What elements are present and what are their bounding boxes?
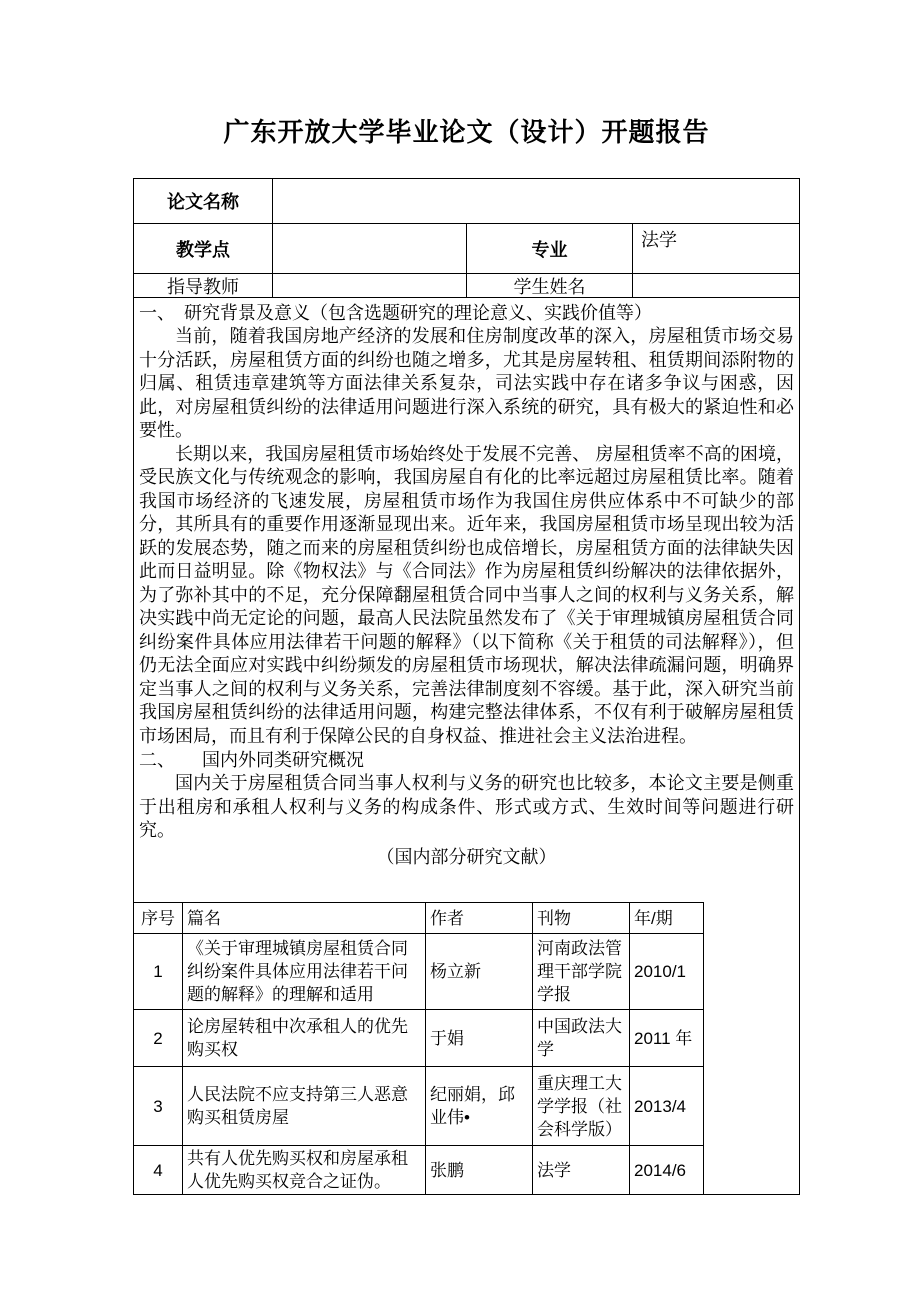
column-header-journal: 刊物	[533, 903, 630, 934]
literature-caption: （国内部分研究文献）	[376, 846, 557, 867]
teaching-point-major-row	[134, 224, 799, 274]
literature-table	[133, 902, 704, 1195]
cell-author: 于娟	[426, 1010, 533, 1067]
cell-title: 共有人优先购买权和房屋承租人优先购买权竞合之证伪。	[183, 1146, 426, 1195]
column-header-year: 年/期	[630, 903, 704, 934]
cell-author: 张鹏	[426, 1146, 533, 1195]
student-name-value[interactable]	[633, 274, 799, 297]
cell-title: 论房屋转租中次承租人的优先购买权	[183, 1010, 426, 1067]
cell-no: 2	[134, 1010, 183, 1067]
major-label: 专业	[467, 224, 633, 273]
advisor-value[interactable]	[273, 274, 467, 297]
table-row	[134, 1146, 704, 1195]
column-header-author: 作者	[426, 903, 533, 934]
cell-title: 《关于审理城镇房屋租赁合同纠纷案件具体应用法律若干问题的解释》的理解和适用	[183, 934, 426, 1010]
cell-author: 杨立新	[426, 934, 533, 1010]
cell-year: 2010/1	[630, 934, 704, 1010]
column-header-no: 序号	[134, 903, 183, 934]
section1-paragraph-2: 长期以来，我国房屋租赁市场始终处于发展不完善、 房屋租赁率不高的困境，受民族文化与传统观念的影响，我国房屋自有化的比率远超过房屋租赁比率。随着我国市场经济的飞速发展，房屋租赁市场作为我国住房供应体系中不可缺少的部分，其所具有的重要作用逐渐显现出来。近年来，我国房屋租赁市场呈现出较为活跃的发展态势，随之而来的房屋租赁纠纷也成倍增长，房屋租赁方面的法律缺失因此而日益明显。除《物权法》与《合同法》作为房屋租赁纠纷解决的法律依据外，为了弥补其中的不足，充分保障翻屋租赁合同中当事人之间的权利与义务关系，解决实践中尚无定论的问题，最高人民法院虽然发布了《关于审理城镇房屋租赁合同纠纷案件具体应用法律若干问题的解释》（以下简称《关于租赁的司法解释》），但仍无法全面应对实践中纠纷频发的房屋租赁市场现状，解决法律疏漏问题，明确界定当事人之间的权利与义务关系，完善法律制度刻不容缓。基于此，深入研究当前我国房屋租赁纠纷的法律适用问题，构建完整法律体系，不仅有利于破解房屋租赁市场困局，而且有利于保障公民的自身权益、推进社会主义法治进程。	[139, 443, 794, 746]
column-header-title: 篇名	[183, 903, 426, 934]
literature-table-header-row	[134, 903, 704, 934]
cell-journal: 中国政法大学	[533, 1010, 630, 1067]
cell-title: 人民法院不应支持第三人恶意购买租赁房屋	[183, 1067, 426, 1146]
content-cell	[134, 298, 799, 1194]
thesis-name-label: 论文名称	[134, 179, 273, 223]
teaching-point-value[interactable]	[273, 224, 467, 273]
content-row	[134, 298, 799, 1194]
section2-paragraph: 国内关于房屋租赁合同当事人权利与义务的研究也比较多，本论文主要是侧重于出租房和承租人权利与义务的构成条件、形式或方式、生效时间等问题进行研究。	[139, 773, 794, 840]
cell-journal: 重庆理工大学学报（社会科学版）	[533, 1067, 630, 1146]
table-row	[134, 934, 704, 1010]
advisor-label: 指导教师	[134, 274, 273, 297]
teaching-point-label: 教学点	[134, 224, 273, 273]
cell-year: 2013/4	[630, 1067, 704, 1146]
cell-journal: 河南政法管理干部学院学报	[533, 934, 630, 1010]
advisor-student-row	[134, 274, 799, 298]
cell-no: 4	[134, 1146, 183, 1195]
cell-no: 3	[134, 1067, 183, 1146]
major-value: 法学	[641, 230, 677, 250]
cell-journal: 法学	[533, 1146, 630, 1195]
cell-no: 1	[134, 934, 183, 1010]
student-name-label: 学生姓名	[467, 274, 633, 297]
thesis-name-value[interactable]	[273, 179, 799, 223]
cell-year: 2014/6	[630, 1146, 704, 1195]
info-table	[133, 178, 800, 1195]
section1-heading: 一、 研究背景及意义（包含选题研究的理论意义、实践价值等）	[139, 303, 652, 323]
thesis-name-row	[134, 179, 799, 224]
table-row	[134, 1010, 704, 1067]
section1-paragraph-1: 当前，随着我国房地产经济的发展和住房制度改革的深入，房屋租赁市场交易十分活跃，房屋租赁方面的纠纷也随之增多，尤其是房屋转租、租赁期间添附物的归属、租赁违章建筑等方面法律关系复杂，司法实践中存在诸多争议与困惑，因此，对房屋租赁纠纷的法律适用问题进行深入系统的研究，具有极大的紧迫性和必要性。	[139, 326, 794, 440]
section2-heading: 二、 国内外同类研究概况	[139, 750, 364, 770]
table-row	[134, 1067, 704, 1146]
cell-year: 2011 年	[630, 1010, 704, 1067]
cell-author: 纪丽娟，邱业伟•	[426, 1067, 533, 1146]
page-title: 广东开放大学毕业论文（设计）开题报告	[223, 117, 710, 147]
